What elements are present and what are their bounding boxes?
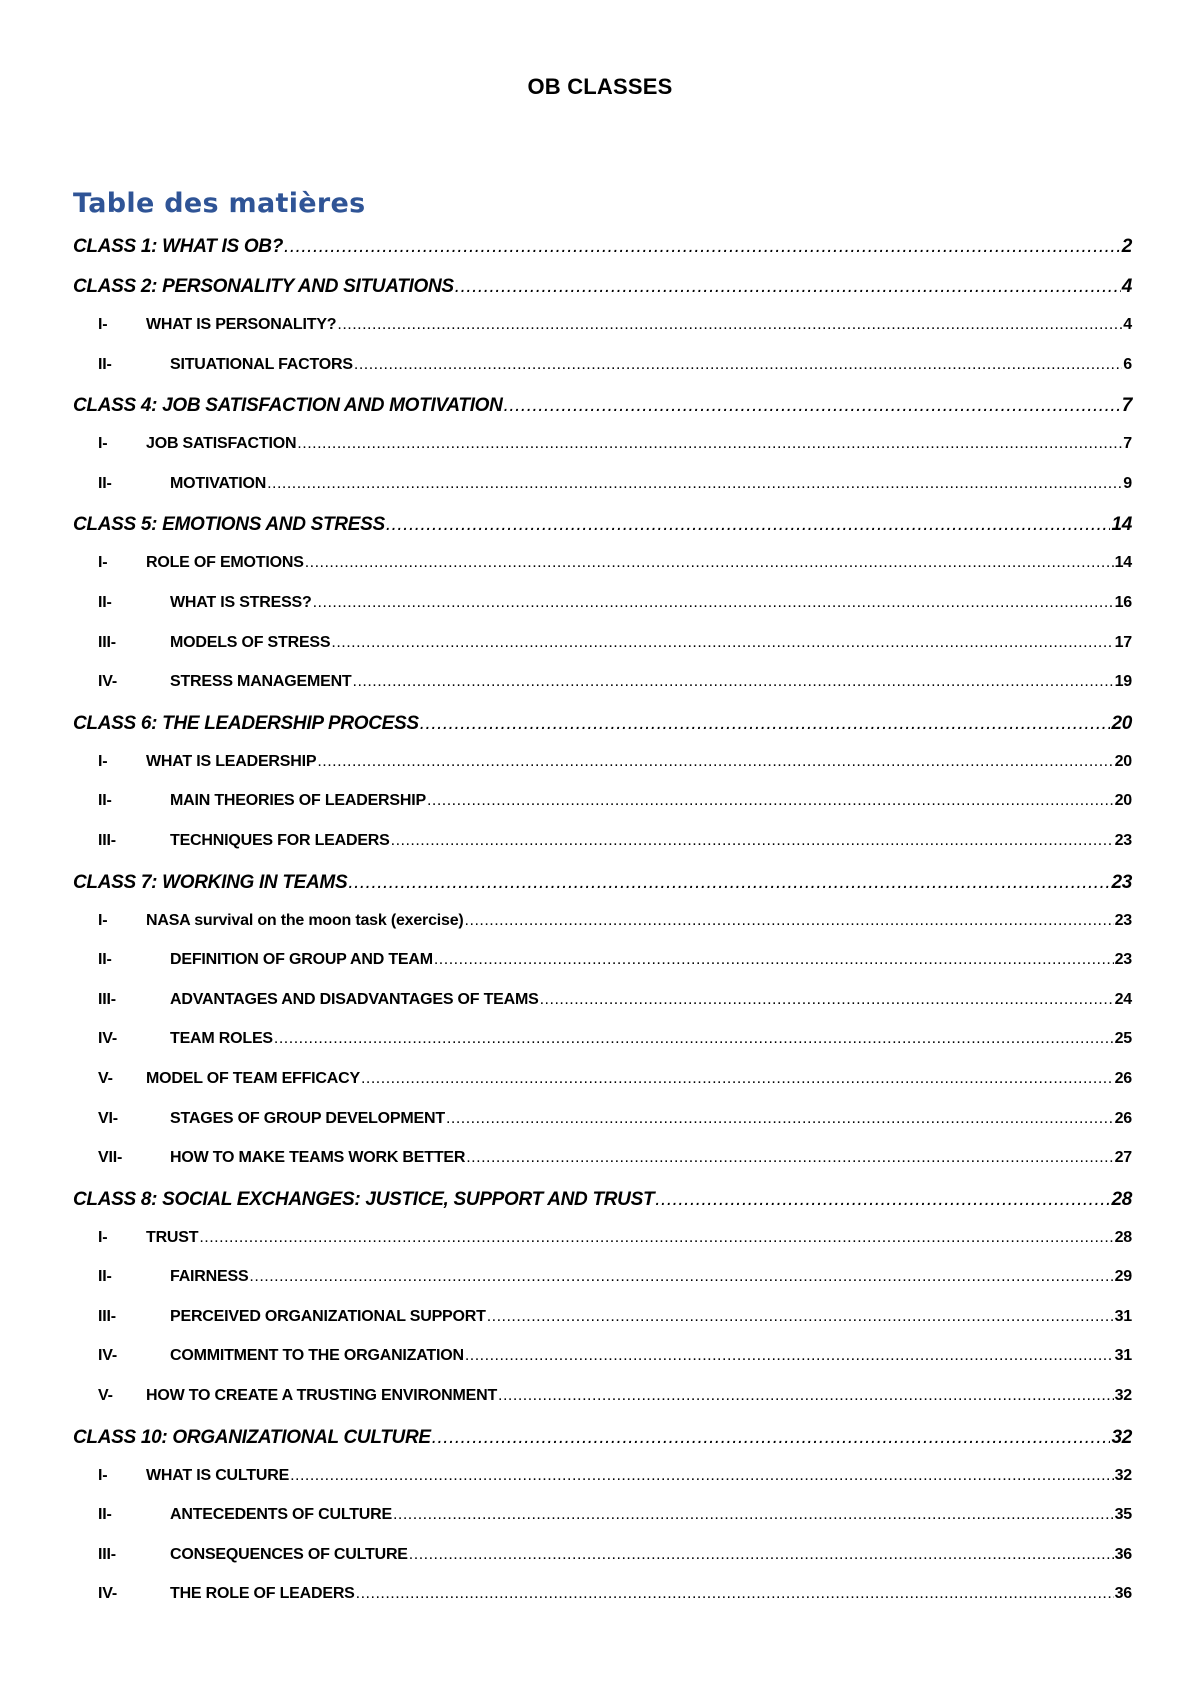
toc-entry-title: TRUST [146, 1228, 199, 1246]
toc-entry-title: CLASS 7: WORKING IN TEAMS [73, 871, 348, 893]
toc-entry-title: HOW TO MAKE TEAMS WORK BETTER [170, 1149, 466, 1167]
toc-entry-title: CLASS 5: EMOTIONS AND STRESS [73, 514, 385, 536]
toc-page-number: 27 [1114, 1149, 1132, 1167]
toc-section-number: IV- [98, 1347, 117, 1365]
toc-class-entry[interactable] [73, 1427, 1132, 1467]
toc-section-number: II- [98, 1506, 112, 1524]
toc-entry-title: WHAT IS STRESS? [170, 593, 312, 611]
toc-section-number: VII- [98, 1149, 123, 1167]
toc-section-number: III- [98, 990, 116, 1008]
toc-page-number: 2 [1121, 236, 1132, 257]
toc-section-number: II- [98, 474, 112, 492]
toc-entry-title: TEAM ROLES [170, 1030, 273, 1048]
toc-section-number: I- [98, 752, 108, 770]
toc-section-entry[interactable] [73, 1347, 1132, 1387]
dot-leader [409, 1546, 1114, 1564]
toc-entry-title: STAGES OF GROUP DEVELOPMENT [170, 1109, 445, 1127]
toc-entry-title: PERCEIVED ORGANIZATIONAL SUPPORT [170, 1307, 486, 1325]
toc-entry-title: CLASS 4: JOB SATISFACTION AND MOTIVATION [73, 395, 503, 417]
dot-leader [305, 554, 1114, 572]
toc-page-number: 14 [1114, 554, 1132, 572]
toc-entry-title: CLASS 1: WHAT IS OB? [73, 236, 284, 257]
toc-entry-title: ANTECEDENTS OF CULTURE [170, 1506, 392, 1524]
toc-section-number: V- [98, 1069, 113, 1087]
toc-page-number: 6 [1123, 355, 1132, 373]
toc-entry-title: HOW TO CREATE A TRUSTING ENVIRONMENT [146, 1387, 498, 1405]
dot-leader [446, 1110, 1114, 1128]
toc-section-entry[interactable] [73, 1467, 1132, 1507]
dot-leader [420, 713, 1111, 735]
toc-section-entry[interactable] [73, 1268, 1132, 1308]
dot-leader [504, 395, 1121, 417]
toc-page-number: 23 [1114, 911, 1132, 929]
toc-entry-title: JOB SATISFACTION [146, 435, 297, 453]
toc-section-entry[interactable] [73, 1546, 1132, 1586]
toc-section-number: III- [98, 633, 116, 651]
dot-leader [284, 236, 1121, 258]
toc-section-entry[interactable] [73, 435, 1132, 475]
dot-leader [487, 1308, 1114, 1326]
toc-class-entry[interactable] [73, 236, 1132, 276]
toc-class-entry[interactable] [73, 1189, 1132, 1229]
toc-section-number: III- [98, 1307, 116, 1325]
dot-leader [297, 435, 1122, 453]
toc-page-number: 9 [1123, 474, 1132, 492]
toc-class-entry[interactable] [73, 713, 1132, 753]
toc-section-entry[interactable] [73, 991, 1132, 1031]
toc-entry-title: STRESS MANAGEMENT [170, 673, 352, 691]
toc-page-number: 20 [1111, 712, 1132, 734]
dot-leader [337, 316, 1122, 334]
toc-section-entry[interactable] [73, 673, 1132, 713]
dot-leader [540, 991, 1114, 1009]
toc-section-number: V- [98, 1387, 113, 1405]
toc-section-entry[interactable] [73, 1070, 1132, 1110]
toc-page-number: 32 [1114, 1387, 1132, 1405]
toc-class-entry[interactable] [73, 276, 1132, 316]
toc-section-entry[interactable] [73, 1387, 1132, 1427]
dot-leader [386, 514, 1111, 536]
dot-leader [274, 1030, 1114, 1048]
toc-section-number: II- [98, 593, 112, 611]
dot-leader [353, 673, 1114, 691]
dot-leader [455, 276, 1121, 298]
dot-leader [465, 912, 1114, 930]
toc-section-entry[interactable] [73, 912, 1132, 952]
dot-leader [267, 475, 1122, 493]
dot-leader [391, 832, 1114, 850]
dot-leader [361, 1070, 1114, 1088]
toc-page-number: 29 [1114, 1268, 1132, 1286]
toc-entry-title: ROLE OF EMOTIONS [146, 554, 304, 572]
toc-section-number: IV- [98, 1585, 117, 1603]
toc-page-number: 19 [1114, 673, 1132, 691]
toc-section-entry[interactable] [73, 1506, 1132, 1546]
toc-class-entry[interactable] [73, 514, 1132, 554]
toc-entry-title: FAIRNESS [170, 1268, 249, 1286]
toc-section-entry[interactable] [73, 554, 1132, 594]
toc-section-entry[interactable] [73, 1149, 1132, 1189]
toc-entry-title: CLASS 6: THE LEADERSHIP PROCESS [73, 712, 419, 734]
toc-section-number: I- [98, 911, 108, 929]
toc-entry-title: SITUATIONAL FACTORS [170, 355, 353, 373]
toc-section-number: I- [98, 554, 108, 572]
toc-page-number: 23 [1114, 831, 1132, 849]
toc-entry-title: CLASS 10: ORGANIZATIONAL CULTURE [73, 1426, 431, 1448]
toc-section-entry[interactable] [73, 753, 1132, 793]
toc-entry-title: WHAT IS PERSONALITY? [146, 316, 337, 333]
toc-page-number: 17 [1114, 633, 1132, 651]
toc-section-entry[interactable] [73, 1110, 1132, 1150]
toc-page-number: 20 [1114, 752, 1132, 770]
toc-page-number: 20 [1114, 792, 1132, 810]
toc-section-entry[interactable] [73, 832, 1132, 872]
toc-entry-title: MAIN THEORIES OF LEADERSHIP [170, 792, 426, 810]
toc-section-entry[interactable] [73, 356, 1132, 396]
toc-heading: Table des matières [73, 188, 366, 219]
toc-section-number: IV- [98, 1030, 117, 1048]
dot-leader [348, 872, 1110, 894]
toc-entry-title: WHAT IS LEADERSHIP [146, 752, 317, 770]
dot-leader [498, 1387, 1114, 1405]
toc-page-number: 36 [1114, 1585, 1132, 1603]
toc-section-entry[interactable] [73, 1030, 1132, 1070]
dot-leader [465, 1347, 1114, 1365]
toc-section-number: II- [98, 792, 112, 810]
toc-section-number: I- [98, 1228, 108, 1246]
dot-leader [655, 1189, 1110, 1211]
toc-page-number: 4 [1121, 276, 1132, 297]
dot-leader [432, 1427, 1111, 1449]
toc-entry-title: CLASS 2: PERSONALITY AND SITUATIONS [73, 276, 454, 297]
toc-section-entry[interactable] [73, 316, 1132, 356]
dot-leader [434, 951, 1114, 969]
toc-page-number: 14 [1111, 514, 1132, 536]
document-title: OB CLASSES [527, 74, 673, 99]
toc-page-number: 26 [1114, 1109, 1132, 1127]
toc-page-number: 28 [1111, 1188, 1132, 1210]
toc-page-number: 31 [1114, 1347, 1132, 1365]
table-of-contents [73, 236, 1132, 1625]
toc-section-number: II- [98, 1268, 112, 1286]
toc-page-number: 31 [1114, 1307, 1132, 1325]
toc-page-number: 16 [1114, 593, 1132, 611]
toc-section-entry[interactable] [73, 792, 1132, 832]
toc-entry-title: WHAT IS CULTURE [146, 1466, 290, 1484]
toc-page-number: 7 [1121, 395, 1132, 417]
dot-leader [331, 634, 1113, 652]
toc-section-number: I- [98, 1466, 108, 1484]
toc-page-number: 32 [1111, 1426, 1132, 1448]
dot-leader [313, 594, 1114, 612]
toc-entry-title: MODELS OF STRESS [170, 633, 331, 651]
dot-leader [356, 1585, 1114, 1603]
toc-page-number: 25 [1114, 1030, 1132, 1048]
toc-section-entry[interactable] [73, 1229, 1132, 1269]
toc-section-number: III- [98, 1545, 116, 1563]
toc-section-entry[interactable] [73, 1585, 1132, 1625]
dot-leader [466, 1149, 1113, 1167]
toc-section-number: I- [98, 435, 108, 453]
toc-entry-title: ADVANTAGES AND DISADVANTAGES OF TEAMS [170, 990, 539, 1008]
toc-entry-title: DEFINITION OF GROUP AND TEAM [170, 951, 433, 969]
toc-section-entry[interactable] [73, 634, 1132, 674]
toc-section-entry[interactable] [73, 951, 1132, 991]
toc-section-number: III- [98, 831, 116, 849]
dot-leader [393, 1506, 1114, 1524]
toc-entry-title: TECHNIQUES FOR LEADERS [170, 831, 390, 849]
dot-leader [317, 753, 1113, 771]
toc-entry-title: NASA survival on the moon task (exercise) [146, 911, 464, 929]
toc-section-number: VI- [98, 1109, 118, 1127]
toc-class-entry[interactable] [73, 395, 1132, 435]
toc-section-number: II- [98, 355, 112, 373]
toc-section-entry[interactable] [73, 1308, 1132, 1348]
toc-entry-title: MODEL OF TEAM EFFICACY [146, 1069, 360, 1087]
toc-page-number: 4 [1123, 316, 1132, 333]
toc-page-number: 36 [1114, 1545, 1132, 1563]
toc-section-entry[interactable] [73, 594, 1132, 634]
toc-entry-title: COMMITMENT TO THE ORGANIZATION [170, 1347, 464, 1365]
toc-page-number: 32 [1114, 1466, 1132, 1484]
dot-leader [427, 792, 1114, 810]
toc-entry-title: CLASS 8: SOCIAL EXCHANGES: JUSTICE, SUPPORT AND TRUST [73, 1188, 655, 1210]
toc-section-entry[interactable] [73, 475, 1132, 515]
dot-leader [354, 356, 1122, 374]
dot-leader [199, 1229, 1113, 1247]
toc-entry-title: THE ROLE OF LEADERS [170, 1585, 355, 1603]
toc-page-number: 26 [1114, 1069, 1132, 1087]
toc-entry-title: CONSEQUENCES OF CULTURE [170, 1545, 408, 1563]
toc-entry-title: MOTIVATION [170, 474, 267, 492]
toc-section-number: I- [98, 316, 108, 333]
toc-page-number: 24 [1114, 990, 1132, 1008]
toc-page-number: 7 [1123, 435, 1132, 453]
toc-section-number: IV- [98, 673, 117, 691]
dot-leader [249, 1268, 1113, 1286]
toc-section-number: II- [98, 951, 112, 969]
toc-class-entry[interactable] [73, 872, 1132, 912]
toc-page-number: 23 [1114, 951, 1132, 969]
dot-leader [290, 1467, 1114, 1485]
toc-page-number: 35 [1114, 1506, 1132, 1524]
toc-page-number: 23 [1111, 871, 1132, 893]
toc-page-number: 28 [1114, 1228, 1132, 1246]
